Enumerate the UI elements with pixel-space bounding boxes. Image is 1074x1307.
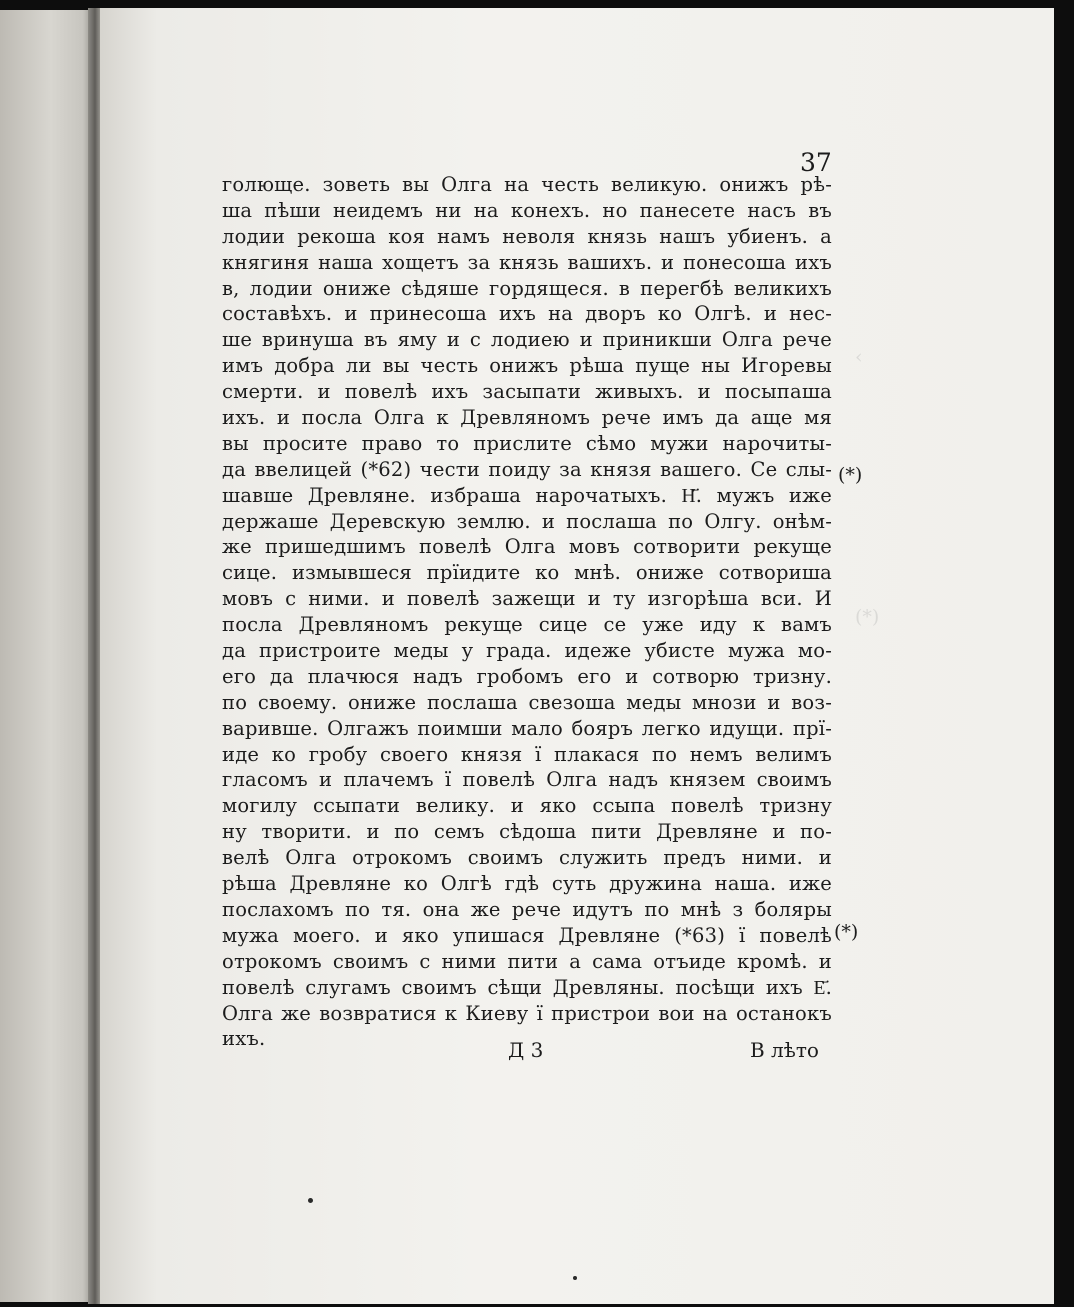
text-line: его да плачюся надъ гробомъ его и сотворю тризну. xyxy=(222,664,832,688)
text-line: княгиня наша хощетъ за князь вашихъ. и понесоша ихъ xyxy=(222,250,832,274)
text-line: мужа моего. и яко упишася Древляне (*63) ї повелѣ xyxy=(222,923,832,947)
text-line: ихъ. xyxy=(222,1027,266,1051)
text-line: варивше. Олгажъ поимши мало бояръ легко идущи. прї- xyxy=(222,716,832,740)
body-text xyxy=(222,172,832,1052)
marginal-note-marker: (*) xyxy=(834,921,859,943)
text-line: посла Древляномъ рекуще сице се уже иду к вамъ xyxy=(222,613,832,637)
text-line: отрокомъ своимъ с ними пити а сама отъиде кромѣ. и xyxy=(222,949,832,973)
text-line: могилу ссыпати велику. и яко ссыпа повелѣ тризну xyxy=(222,794,832,818)
text-line: составѣхъ. и принесоша ихъ на дворъ ко Олгѣ. и нес- xyxy=(222,302,832,326)
bleed-through-mark: (*) xyxy=(855,606,880,628)
text-line: да пристроите меды у града. идеже убисте мужа мо- xyxy=(222,639,832,663)
text-line: держаше Деревскую землю. и послаша по Олгу. онѣм- xyxy=(222,509,832,533)
text-line: да ввелицей (*62) чести поиду за князя вашего. Се слы- xyxy=(222,457,832,481)
left-page-edge xyxy=(0,10,92,1302)
text-line: голюще. зоветь вы Олга на честь великую. онижъ рѣ- xyxy=(222,173,832,196)
marginal-note-marker: (*) xyxy=(838,464,863,486)
text-line: же пришедшимъ повелѣ Олга мовъ сотворити рекуще xyxy=(222,535,832,559)
text-line: по своему. ониже послаша свезоша меды мнози и воз- xyxy=(222,690,832,714)
text-line: мовъ с ними. и повелѣ зажещи и ту изгорѣша вси. И xyxy=(222,587,832,611)
text-line: ша пѣши неидемъ ни на конехъ. но панесете насъ въ xyxy=(222,198,832,222)
signature-mark: Д 3 xyxy=(508,1038,544,1062)
page-number: 37 xyxy=(800,148,832,177)
text-line: ихъ. и посла Олга к Древляномъ рече имъ да аще мя xyxy=(222,406,832,430)
text-line: вы просите право то прислите сѣмо мужи нарочиты- xyxy=(222,431,832,455)
catchword: В лѣто xyxy=(750,1038,819,1062)
text-line: ше вринуша въ яму и с лодиею и приникши Олга рече xyxy=(222,328,832,352)
text-line: сице. измывшеся прїидите ко мнѣ. ониже сотвориша xyxy=(222,561,832,585)
text-line: ну творити. и по семъ сѣдоша пити Древляне и по- xyxy=(222,820,832,844)
text-line: имъ добра ли вы честь онижъ рѣша пуще ны Игоревы xyxy=(222,354,832,378)
bleed-through-mark: ‹ xyxy=(855,346,863,368)
text-line: рѣша Древляне ко Олгѣ гдѣ суть дружина наша. иже xyxy=(222,872,832,896)
text-line: смерти. и повелѣ ихъ засыпати живыхъ. и посыпаша xyxy=(222,380,832,404)
ink-speck xyxy=(573,1276,577,1280)
text-line: шавше Древляне. избраша нарочатыхъ. Н҃. мужъ иже xyxy=(222,483,832,507)
text-line: лодии рекоша коя намъ неволя князь нашъ убиенъ. а xyxy=(222,224,832,248)
text-line: в, лодии ониже сѣдяше гордящеся. в перегбѣ великихъ xyxy=(222,276,832,300)
text-line: гласомъ и плачемъ ї повелѣ Олга надъ князем своимъ xyxy=(222,768,832,792)
text-line: Олга же возвратися к Киеву ї пристрои вои на останокъ xyxy=(222,1001,832,1025)
text-line: иде ко гробу своего князя ї плакася по немъ велимъ xyxy=(222,742,832,766)
text-line: послахомъ по тя. она же рече идутъ по мнѣ з боляры xyxy=(222,897,832,921)
text-line: велѣ Олга отрокомъ своимъ служить предъ ними. и xyxy=(222,846,832,870)
text-line: повелѣ слугамъ своимъ сѣщи Древляны. посѣщи ихъ Е҃. xyxy=(222,975,832,999)
ink-speck xyxy=(308,1198,313,1203)
